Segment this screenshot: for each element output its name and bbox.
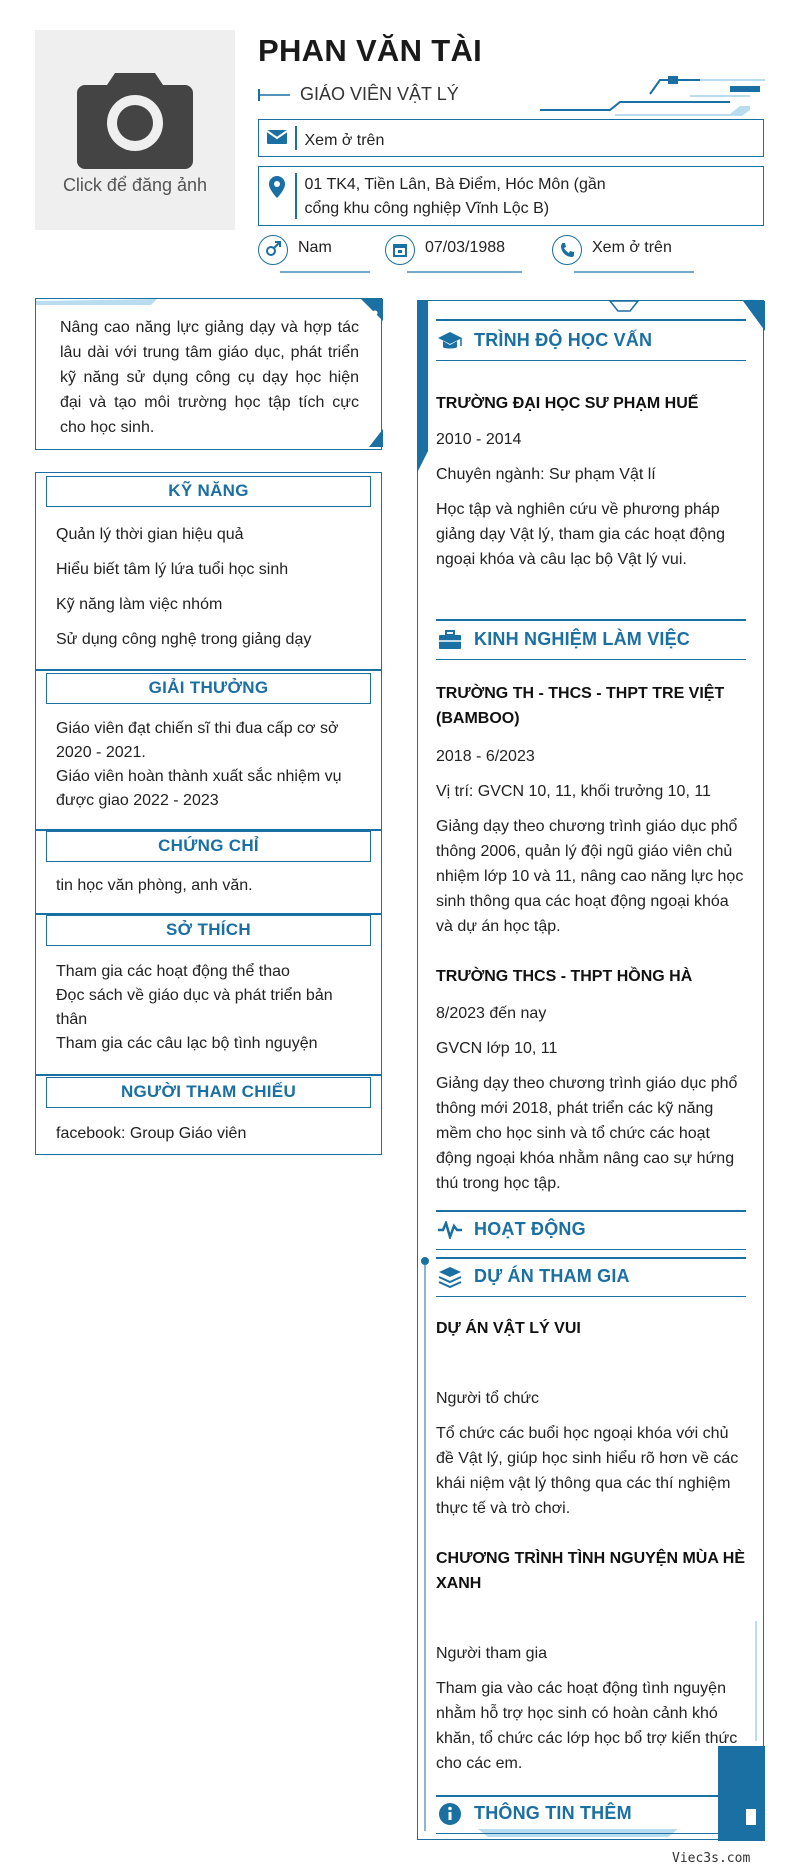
- job-role: GVCN lớp 10, 11: [436, 1040, 558, 1057]
- job-entry: [436, 964, 746, 989]
- position-title: GIÁO VIÊN VẬT LÝ: [300, 84, 459, 104]
- references-section: [36, 1077, 381, 1154]
- reference-item: facebook: Group Giáo viên: [56, 1125, 247, 1142]
- skill-item: Hiểu biết tâm lý lứa tuổi học sinh: [56, 561, 289, 578]
- info-icon: [438, 1802, 462, 1826]
- experience-header: [436, 620, 746, 660]
- address-text: 01 TK4, Tiền Lân, Bà Điểm, Hóc Môn (gần cổng khu công nghiệp Vĩnh Lộc B): [304, 176, 606, 217]
- skills-section: [36, 476, 381, 671]
- education-entry: [436, 391, 746, 416]
- education-period: 2010 - 2014: [436, 431, 522, 448]
- hobby-item: Tham gia các hoạt động thể thao: [56, 963, 290, 980]
- position-row: [258, 84, 459, 105]
- award-item: Giáo viên đạt chiến sĩ thi đua cấp cơ sở 2020 - 2021.: [56, 720, 339, 761]
- awards-section: [36, 673, 381, 821]
- school-name: TRƯỜNG ĐẠI HỌC SƯ PHẠM HUẾ: [436, 395, 699, 412]
- candidate-name: PHAN VĂN TÀI: [258, 33, 483, 68]
- job-description: Giảng dạy theo chương trình giáo dục phổ thông mới 2018, phát triển các kỹ năng mềm cho học sinh và tổ chức các hoạt động ngoại khóa nhằm nâng cao sự hứng thú trong học tập.: [436, 1075, 738, 1192]
- job-company: TRƯỜNG TH - THCS - THPT TRE VIỆT (BAMBOO): [436, 685, 725, 727]
- activities-header: [436, 1210, 746, 1250]
- phone-icon: [559, 242, 575, 258]
- layers-icon: [438, 1266, 462, 1288]
- skill-item: Sử dụng công nghệ trong giảng dạy: [56, 631, 312, 648]
- project-entry: [436, 1316, 746, 1341]
- calendar-icon: [392, 242, 408, 258]
- gender-field[interactable]: [258, 235, 332, 265]
- objective-text: Nâng cao năng lực giảng dạy và hợp tác lâu dài với trung tâm giáo dục, phát triển kỹ năng sử dụng công cụ dạy học hiện đại và tạo môi trường học tập tích cực cho học sinh.: [60, 319, 359, 436]
- education-major: Chuyên ngành: Sư phạm Vật lí: [436, 466, 656, 483]
- camera-icon: [75, 65, 195, 169]
- frame-decoration: [36, 299, 383, 451]
- graduation-cap-icon: [437, 330, 463, 352]
- birthday-field[interactable]: [385, 235, 505, 265]
- project-description: Tổ chức các buổi học ngoại khóa với chủ đề Vật lý, giúp học sinh hiểu rõ hơn về các khái niệm vật lý thông qua các thí nghiệm thực tế và trò chơi.: [436, 1425, 739, 1517]
- job-company: TRƯỜNG THCS - THPT HỒNG HÀ: [436, 968, 693, 985]
- project-role: Người tham gia: [436, 1645, 548, 1662]
- site-watermark: Viec3s.com: [672, 1851, 751, 1866]
- project-name: CHƯƠNG TRÌNH TÌNH NGUYỆN MÙA HÈ XANH: [436, 1550, 745, 1592]
- briefcase-icon: [438, 630, 462, 650]
- gender-text: Nam: [298, 239, 332, 256]
- skill-item: Quản lý thời gian hiệu quả: [56, 526, 244, 543]
- extra-info-title: THÔNG TIN THÊM: [474, 1803, 632, 1823]
- pulse-icon: [437, 1221, 463, 1239]
- hobby-item: Tham gia các câu lạc bộ tình nguyện: [56, 1035, 318, 1052]
- education-description: Học tập và nghiên cứu về phương pháp giảng dạy Vật lý, tham gia các hoạt động ngoại khóa và câu lạc bộ Vật lý vui.: [436, 501, 726, 568]
- line-tick-icon: [258, 89, 290, 101]
- projects-header: [436, 1257, 746, 1297]
- skills-title: KỸ NĂNG: [46, 476, 371, 507]
- extra-info-header: [436, 1794, 746, 1834]
- map-pin-icon: [268, 175, 286, 199]
- certificates-section: [36, 831, 381, 906]
- certificate-item: tin học văn phòng, anh văn.: [56, 877, 253, 894]
- circuit-decoration: [540, 72, 765, 118]
- birthday-text: 07/03/1988: [425, 239, 506, 256]
- phone-field[interactable]: [552, 235, 672, 265]
- job-period: 2018 - 6/2023: [436, 748, 535, 765]
- gender-icon: [264, 241, 282, 259]
- project-entry: [436, 1546, 746, 1596]
- project-description: Tham gia vào các hoạt động tình nguyện nhằm hỗ trợ học sinh có hoàn cảnh khó khăn, tổ chức các lớp học bổ trợ kiến thức cho các em.: [436, 1680, 738, 1772]
- job-entry: [436, 681, 746, 731]
- certificates-title: CHỨNG CHỈ: [46, 831, 371, 862]
- project-name: DỰ ÁN VẬT LÝ VUI: [436, 1320, 581, 1337]
- job-description: Giảng dạy theo chương trình giáo dục phổ thông 2006, quản lý đội ngũ giáo viên chủ nhiệm lớp 10 và 11, nâng cao năng lực học sinh thông qua các hoạt động ngoại khóa và dự án học tập.: [436, 818, 744, 935]
- email-text: Xem ở trên: [304, 132, 385, 149]
- job-period: 8/2023 đến nay: [436, 1005, 547, 1022]
- references-title: NGƯỜI THAM CHIẾU: [46, 1077, 371, 1108]
- career-objective: [35, 298, 382, 450]
- experience-title: KINH NGHIỆM LÀM VIỆC: [474, 629, 691, 649]
- envelope-icon: [266, 128, 288, 146]
- hobbies-section: [36, 915, 381, 1064]
- awards-title: GIẢI THƯỞNG: [46, 673, 371, 704]
- education-header: [436, 321, 746, 361]
- education-title: TRÌNH ĐỘ HỌC VẤN: [474, 330, 653, 350]
- left-column: [35, 472, 382, 1155]
- skill-item: Kỹ năng làm việc nhóm: [56, 596, 223, 613]
- activities-title: HOẠT ĐỘNG: [474, 1219, 586, 1239]
- email-field[interactable]: [258, 119, 764, 157]
- phone-text: Xem ở trên: [592, 239, 672, 256]
- job-role: Vị trí: GVCN 10, 11, khối trưởng 10, 11: [436, 783, 711, 800]
- avatar-upload[interactable]: [35, 30, 235, 230]
- photo-caption: Click để đăng ảnh: [62, 174, 208, 195]
- hobbies-title: SỞ THÍCH: [46, 915, 371, 946]
- address-field[interactable]: [258, 166, 764, 226]
- hobby-item: Đọc sách về giáo dục và phát triển bản thân: [56, 987, 333, 1028]
- award-item: Giáo viên hoàn thành xuất sắc nhiệm vụ được giao 2022 - 2023: [56, 768, 342, 809]
- projects-title: DỰ ÁN THAM GIA: [474, 1266, 630, 1286]
- right-column: [417, 300, 764, 1840]
- project-role: Người tổ chức: [436, 1390, 540, 1407]
